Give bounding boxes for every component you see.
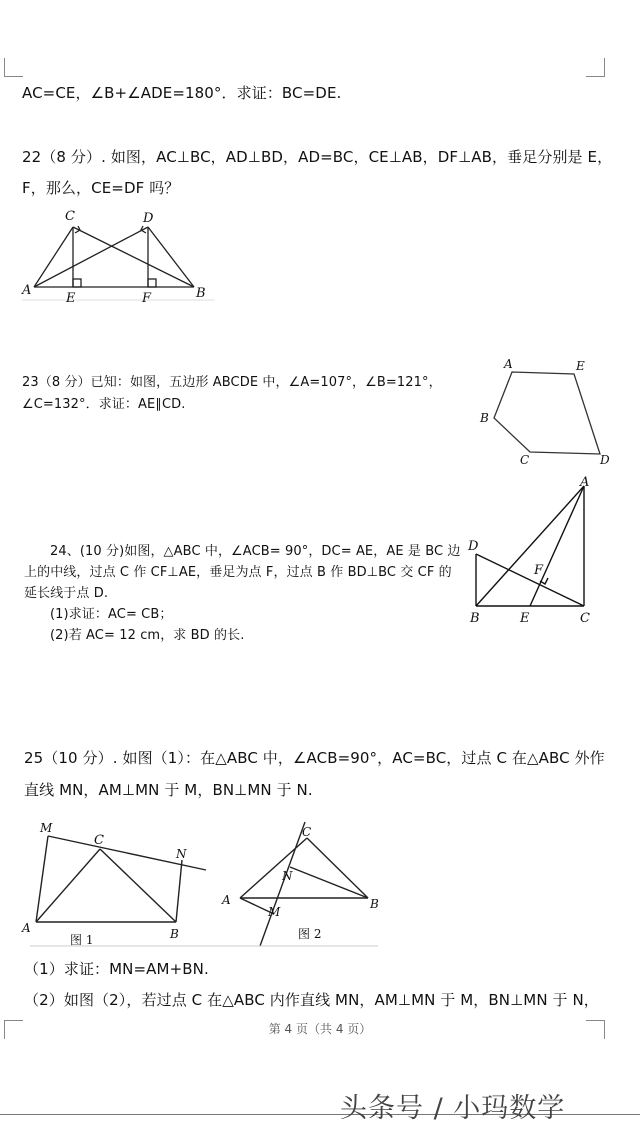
question-25-sub-2: （2）如图（2），若过点 C 在△ABC 内作直线 MN，AM⊥MN 于 M，BN⊥MN 于 N， xyxy=(24,991,599,1009)
label-q22-B: B xyxy=(196,286,206,301)
label-q22-C: C xyxy=(65,209,75,224)
label-q25-fig1-N: N xyxy=(176,847,187,861)
label-q25-fig2-C: C xyxy=(302,825,312,839)
label-q25-fig2-M: M xyxy=(268,905,281,919)
question-25-sub-1: （1）求证：MN=AM+BN. xyxy=(24,960,209,978)
figure-q23 xyxy=(472,356,622,468)
question-24-sub-2: (2)若 AC= 12 cm，求 BD 的长. xyxy=(50,628,245,643)
corner-mark-top-left xyxy=(4,58,23,77)
label-q24-E: E xyxy=(520,611,530,626)
question-25-line-2: 直线 MN，AM⊥MN 于 M，BN⊥MN 于 N. xyxy=(24,781,313,799)
question-24-sub-1: (1)求证：AC= CB； xyxy=(50,607,173,622)
label-q25-fig2-A: A xyxy=(222,893,231,907)
label-q25-fig2-N: N xyxy=(282,869,293,883)
question-23-line-1: 23（8 分）已知：如图，五边形 ABCDE 中，∠A=107°，∠B=121°， xyxy=(22,375,442,390)
label-q24-A: A xyxy=(580,475,590,490)
label-q22-D: D xyxy=(143,211,154,226)
watermark-text: 头条号 / 小玛数学 xyxy=(340,1093,566,1124)
label-q23-C: C xyxy=(520,453,530,467)
label-q23-B: B xyxy=(480,411,489,425)
label-q23-E: E xyxy=(576,359,585,373)
question-22-line-1: 22（8 分）. 如图，AC⊥BC，AD⊥BD，AD=BC，CE⊥AB，DF⊥AB，垂足分别是 E， xyxy=(22,148,613,166)
figure-q24 xyxy=(462,474,610,630)
label-q23-D: D xyxy=(600,453,610,467)
label-q25-fig1-C: C xyxy=(94,833,104,848)
label-q22-E: E xyxy=(66,291,76,306)
question-24-line-1: 24、(10 分)如图，△ABC 中，∠ACB= 90°，DC= AE，AE 是 BC 边 xyxy=(50,544,461,559)
figure-q22 xyxy=(18,202,218,308)
question-25-line-1: 25（10 分）. 如图（1）：在△ABC 中，∠ACB=90°，AC=BC，过点 C 在△ABC 外作 xyxy=(24,749,605,767)
caption-figure-1: 图 1 xyxy=(70,933,94,947)
label-q23-A: A xyxy=(504,357,513,371)
question-23-line-2: ∠C=132°．求证：AE∥CD. xyxy=(22,397,186,412)
label-q25-fig1-B: B xyxy=(170,927,179,941)
label-q25-fig1-M: M xyxy=(40,821,53,835)
label-q22-A: A xyxy=(22,283,32,298)
label-q24-D: D xyxy=(468,539,479,554)
question-24-line-2: 上的中线，过点 C 作 CF⊥AE，垂足为点 F，过点 B 作 BD⊥BC 交 CF 的 xyxy=(24,565,452,580)
label-q24-F: F xyxy=(534,563,544,578)
caption-figure-2: 图 2 xyxy=(298,927,322,941)
label-q24-B: B xyxy=(470,611,480,626)
label-q24-C: C xyxy=(580,611,590,626)
figure-q25 xyxy=(18,818,386,952)
label-q25-fig1-A: A xyxy=(22,921,31,935)
question-24-line-3: 延长线于点 D. xyxy=(24,586,109,601)
label-q22-F: F xyxy=(142,291,152,306)
page-footer: 第 4 页（共 4 页） xyxy=(268,1022,372,1036)
question-22-line-2: F，那么，CE=DF 吗？ xyxy=(22,179,180,197)
corner-mark-top-right xyxy=(586,58,605,77)
label-q25-fig2-B: B xyxy=(370,897,379,911)
question-21-continuation: AC=CE，∠B+∠ADE=180°．求证：BC=DE. xyxy=(22,84,342,102)
